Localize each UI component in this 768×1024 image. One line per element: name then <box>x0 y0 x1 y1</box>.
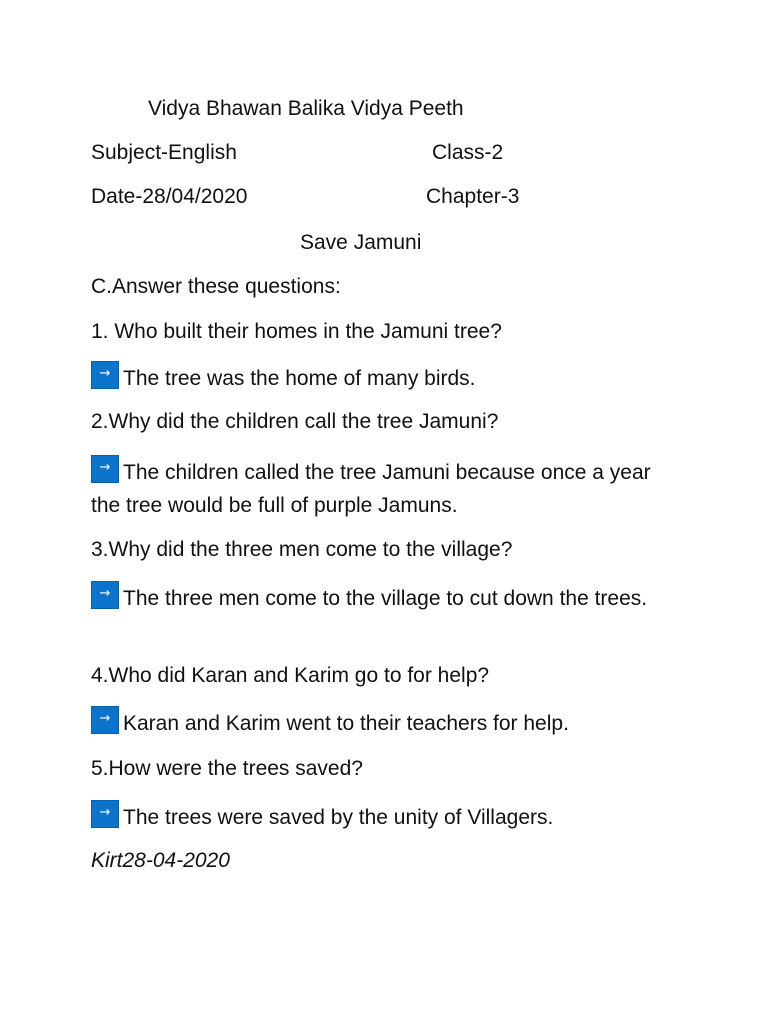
answer-3 <box>91 582 671 615</box>
question-3: 3.Why did the three men come to the village? <box>91 538 513 561</box>
subject-label: Subject-English <box>91 141 237 164</box>
right-arrow-icon: → <box>91 706 119 734</box>
right-arrow-icon: → <box>91 361 119 389</box>
right-arrow-icon: → <box>91 800 119 828</box>
chapter-label: Chapter-3 <box>426 185 520 208</box>
question-1: 1. Who built their homes in the Jamuni tree? <box>91 320 502 343</box>
question-5: 5.How were the trees saved? <box>91 757 363 780</box>
instruction-heading: C.Answer these questions: <box>91 275 341 298</box>
school-name: Vidya Bhawan Balika Vidya Peeth <box>148 97 464 120</box>
answer-3-text: The three men come to the village to cut down the trees. <box>123 587 648 610</box>
class-label: Class-2 <box>432 141 504 164</box>
answer-4 <box>91 707 671 740</box>
question-2: 2.Why did the children call the tree Jamuni? <box>91 410 499 433</box>
question-4: 4.Who did Karan and Karim go to for help? <box>91 664 490 687</box>
answer-4-text: Karan and Karim went to their teachers for help. <box>123 712 569 735</box>
lesson-title: Save Jamuni <box>300 231 422 254</box>
signature: Kirt28-04-2020 <box>91 849 230 872</box>
answer-5 <box>91 801 671 834</box>
right-arrow-icon: → <box>91 455 119 483</box>
right-arrow-icon: → <box>91 581 119 609</box>
answer-1-text: The tree was the home of many birds. <box>123 367 476 390</box>
answer-2-text: The children called the tree Jamuni because once a year the tree would be full of purple Jamuns. <box>91 461 651 517</box>
answer-5-text: The trees were saved by the unity of Villagers. <box>123 806 554 829</box>
date-label: Date-28/04/2020 <box>91 185 248 208</box>
answer-2 <box>91 456 671 522</box>
answer-1 <box>91 362 671 395</box>
